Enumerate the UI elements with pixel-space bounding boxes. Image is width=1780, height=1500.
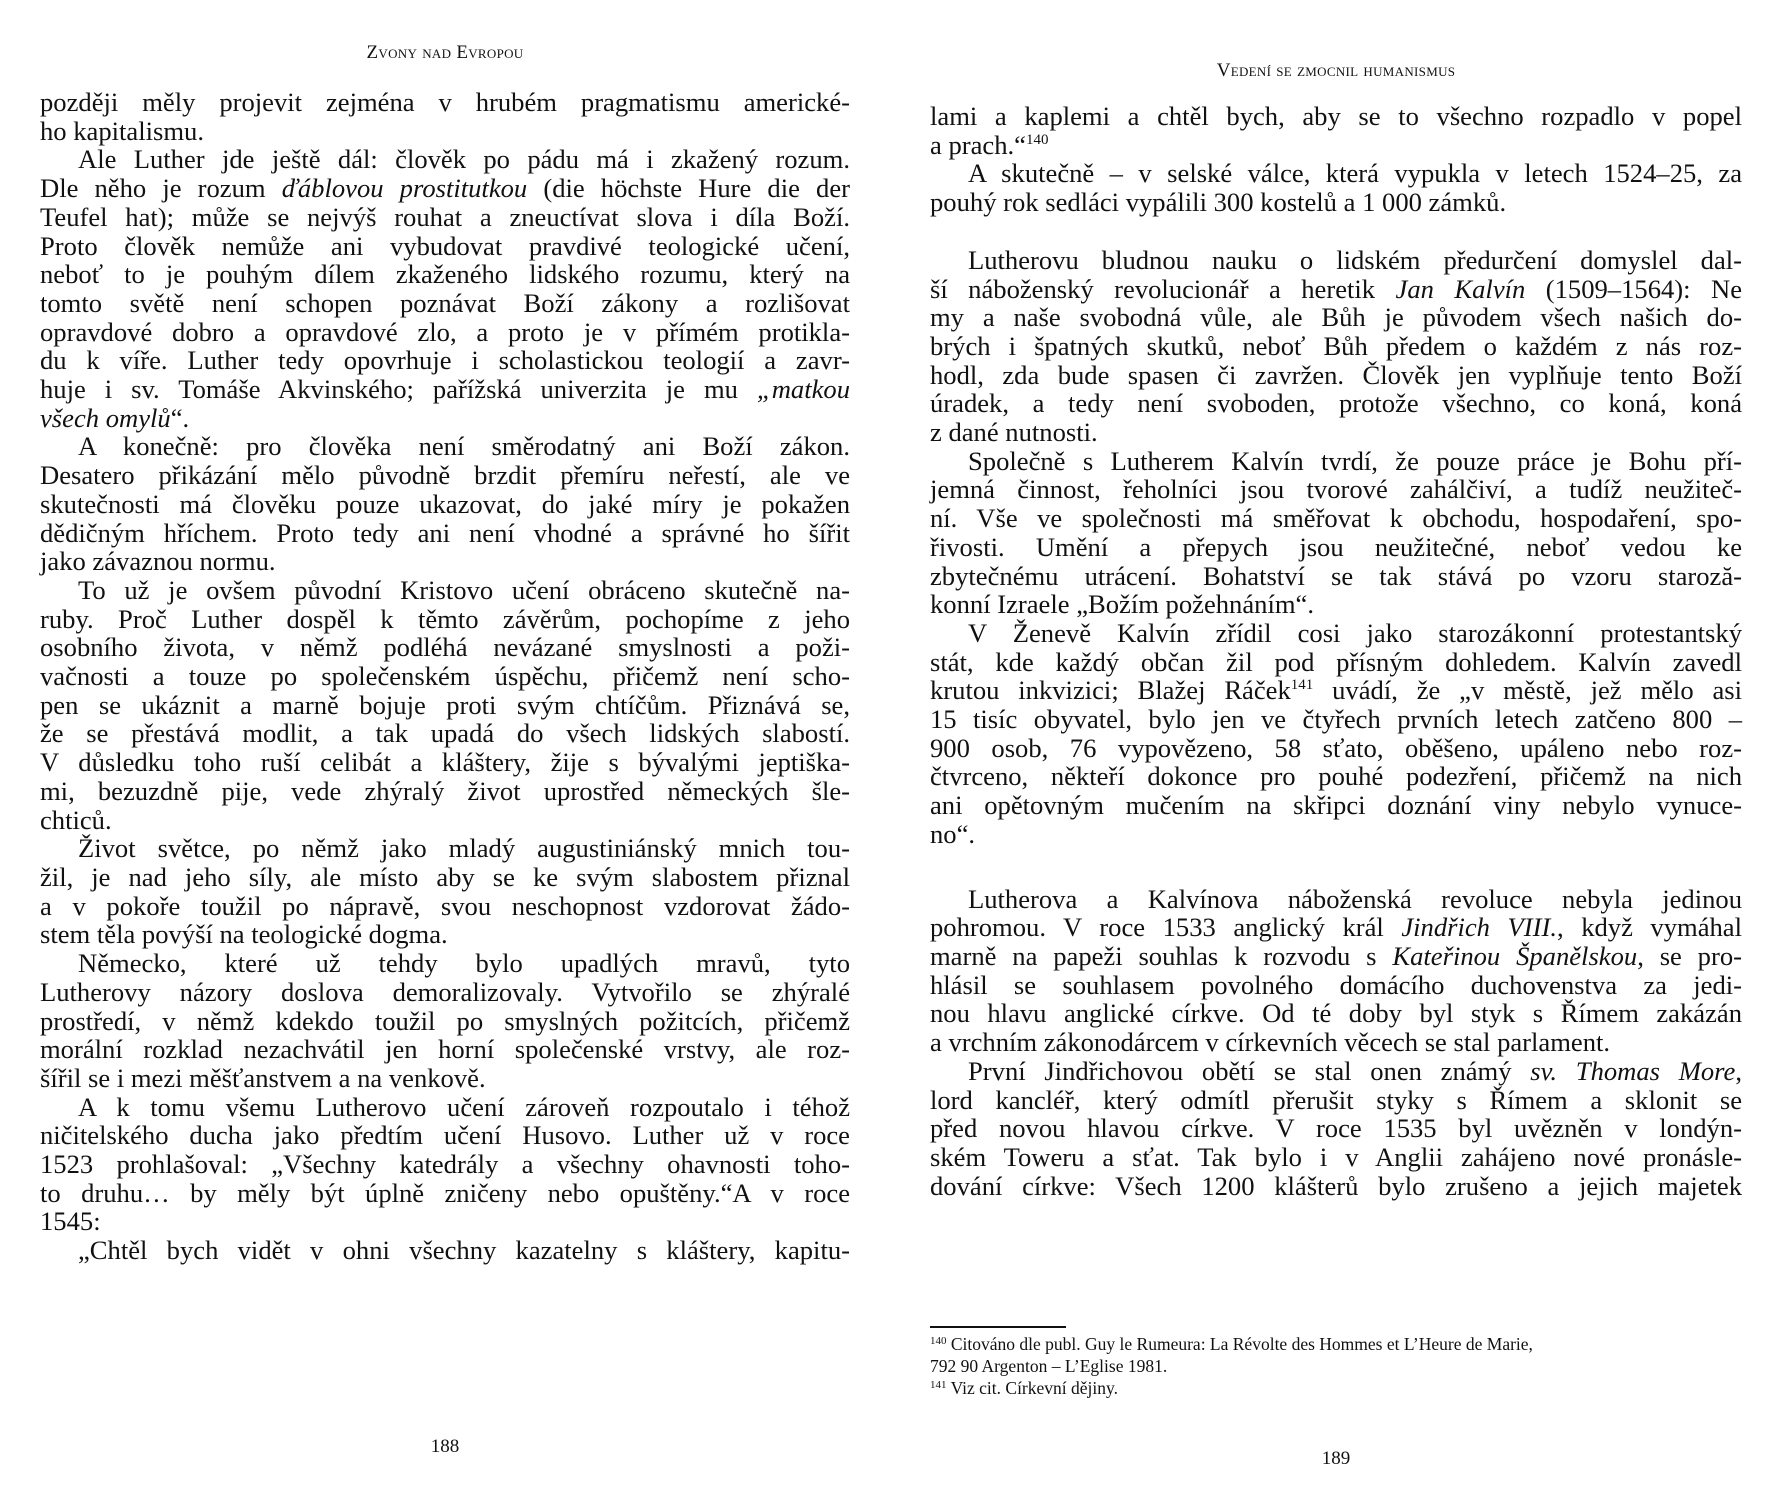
paragraph [930,619,1742,849]
paragraph [40,432,850,576]
text-span: (die höchste Hure die der [527,173,850,204]
paragraph [930,1057,1742,1201]
paragraph [40,1236,850,1265]
running-head: Zvony nad Evropou [366,42,524,63]
text-line: To už je ovšem původní Kristovo učení obráceno skutečně na- [78,574,850,605]
paragraph [40,145,850,432]
text-line [930,1057,1742,1086]
paragraph [40,949,850,1093]
text-line: chticů. [40,804,112,835]
text-line: konní Izraele „Božím požehnáním“. [930,589,1314,620]
text-line: ní. Vše ve společnosti má směřovat k obchodu, hospodaření, spo- [930,503,1742,534]
footnote-number: 140 [930,1335,947,1347]
text-line: ském Toweru a sťat. Tak bylo i v Anglii zahájeno nové pronásle- [930,1141,1742,1172]
text-line [930,676,1742,705]
text-line: lami a kaplemi a chtěl bych, aby se to všechno rozpadlo v popel [930,101,1742,131]
text-line: a v pokoře toužil po nápravě, svou neschopnost vzdorovat žádo- [40,890,850,921]
text-line: jako závaznou normu. [40,546,276,577]
text-line: mi, bezuzdně pije, vede zhýralý život uprostřed německých šle- [40,775,850,806]
text-line: žil, je nad jeho síly, ale místo aby se ke svým slabostem přiznal [40,861,850,892]
text-span: uvádí, že „v městě, jež mělo asi [1313,675,1742,706]
text-line: 1545: [40,1206,101,1237]
text-span: (1509–1564): Ne [1525,273,1742,304]
text-line: Německo, které už tehdy bylo upadlých mravů, tyto [78,948,850,979]
paragraph [40,576,850,834]
text-line: morální rozklad nezachvátil jen horní společenské vrstvy, ale roz- [40,1034,850,1065]
text-line: Lutherovu bludnou nauku o lidském předurčení domyslel dal- [968,244,1742,275]
text-span: “. [170,402,190,433]
text-span: První Jindřichovou obětí se stal onen známý [968,1055,1531,1086]
text-line: Život světce, po němž jako mladý augustiniánský mnich tou- [78,833,850,864]
text-line [930,275,1742,304]
text-line: A skutečně – v selské válce, která vypukla v letech 1524–25, za [968,158,1742,189]
text-line: ničitelského ducha jako předtím učení Husovo. Luther už v roce [40,1120,850,1151]
text-line: čtvrceno, někteří dokonce pro pouhé podezření, přičemž na nich [930,761,1742,792]
text-line: lord kancléř, který odmítl přerušit styky s Římem a sklonit se [930,1084,1742,1115]
text-line: du k víře. Luther tedy opovrhuje i scholastickou teologií a zavr- [40,345,850,376]
text-line: hlásil se souhlasem povolného domácího duchovenstva za jedi- [930,969,1742,1000]
text-line: A k tomu všemu Lutherovo učení zároveň rozpoutalo i téhož [78,1091,850,1122]
italic-phrase: Jan Kalvín [1395,273,1526,304]
body-text [40,88,850,1265]
text-line: Společně s Lutherem Kalvín tvrdí, že pouze práce je Bohu pří- [968,445,1742,476]
text-line [930,942,1742,971]
text-line: z dané nutnosti. [930,417,1098,448]
text-line: no“. [930,818,976,849]
text-line: zbytečnému utrácení. Bohatství se tak stává po vzoru staroză- [930,560,1742,591]
text-line: my a naše svobodná vůle, ale Bůh je původem všech našich do- [930,302,1742,333]
text-line: pen se ukáznit a marně bojuje proti svým chtíčům. Přiznává se, [40,689,850,720]
footnote-number: 141 [930,1379,947,1391]
paragraph [930,885,1742,1057]
text-span: , [1735,1055,1742,1086]
text-line: stát, kde každý občan žil pod přísným dohledem. Kalvín zavedl [930,646,1742,677]
text-line: 1523 prohlašoval: „Všechny katedrály a všechny ohavnosti toho- [40,1149,850,1180]
italic-phrase: sv. Thomas More [1530,1055,1736,1086]
text-line: ani opětovným mučením na skřipci doznání viny nebylo vynuce- [930,790,1742,821]
footnote-text: Citováno dle publ. Guy le Rumeura: La Révolte des Hommes et L’Heure de Marie, [950,1334,1533,1354]
text-line: vačnosti a touze po společenském úspěchu, přičemž není scho- [40,661,850,692]
text-span: krutou inkvizici; Blažej Ráček [930,675,1291,706]
paragraph [40,834,850,949]
left-page [40,0,850,1500]
text-line: a vrchním zákonodárcem v církevních věcech se stal parlament. [930,1027,1611,1058]
text-line: Teufel hat); může se nejvýš rouhat a zneuctívat slova i díla Boží. [40,201,850,232]
italic-phrase: Kateřinou Španělskou [1392,940,1638,971]
text-line: V Ženevě Kalvín zřídil cosi jako starozákonní protestantský [968,617,1742,648]
text-line: 15 tisíc obyvatel, bylo jen ve čtyřech prvních letech zatčeno 800 – [930,704,1742,735]
footnote-divider [930,1326,1066,1328]
paragraph [930,159,1742,216]
text-line: brých i špatných skutků, neboť Bůh předem o každém z nás roz- [930,330,1742,361]
text-line: „Chtěl bych vidět v ohni všechny kazatelny s kláštery, kapitu- [78,1235,850,1266]
footnote-140 [930,1333,1742,1377]
italic-phrase: „matkou [756,374,850,405]
text-span: , když vymáhal [1557,912,1743,943]
paragraph [930,246,1742,447]
text-span: huje i sv. Tomáše Akvinského; pařížská univerzita je mu [40,374,757,405]
text-line: neboť to je pouhým dílem zkaženého lidského rozumu, který na [40,259,850,290]
footnote-ref-140[interactable]: 140 [1025,131,1049,148]
text-line: nou hlavu anglické církve. Od té doby byl styk s Římem zakázán [930,998,1742,1029]
text-line: Desatero přikázání mělo původně brzdit přemíru neřestí, ale ve [40,460,850,491]
text-line: Lutherovy názory doslova demoralizovaly. Vytvořilo se zhýralé [40,976,850,1007]
text-line: úradek, a tedy není svoboden, protože všechno, co koná, koná [930,388,1742,419]
text-line: osobního života, v němž podléhá nevázané smyslnosti a poži- [40,632,850,663]
text-line: ruby. Proč Luther dospěl k těmto závěrům, pochopíme z jeho [40,603,850,634]
text-line: před novou hlavou církve. V roce 1535 byl uvězněn v londýn- [930,1113,1742,1144]
text-line: později měly projevit zejména v hrubém pragmatismu americké- [40,87,850,117]
text-line: V důsledku toho ruší celibát a kláštery, žije s bývalými jeptiška- [40,747,850,778]
footnotes [930,1333,1742,1399]
italic-phrase: Jindřich VIII. [1401,912,1557,943]
paragraph [40,88,850,145]
text-line [930,131,1742,160]
text-line: opravdové dobro a opravdové zlo, a proto je v přímém protikla- [40,316,850,347]
text-span: , se pro- [1637,940,1742,971]
text-span: a prach.“ [930,129,1026,160]
footnote-ref-141[interactable]: 141 [1290,677,1314,694]
footnote-text: 792 90 Argenton – L’Eglise 1981. [930,1356,1168,1376]
italic-phrase: ďáblovou prostitutkou [281,173,528,204]
text-line: tomto světě není schopen poznávat Boží zákony a rozlišovat [40,287,850,318]
text-line: že se přestává modlit, a tak upadá do všech lidských slabostí. [40,718,850,749]
italic-phrase: všech omylů [40,402,171,433]
text-line: skutečnosti má člověku pouze ukazovat, do jaké míry je pokažen [40,488,850,519]
text-line: pouhý rok sedláci vypálili 300 kostelů a 1 000 zámků. [930,187,1507,218]
text-span: Dle něho je rozum [40,173,282,204]
footnote-text: Viz cit. Církevní dějiny. [950,1378,1118,1398]
text-line: ho kapitalismu. [40,115,204,146]
text-line: jemná činnost, řeholníci jsou tvorové zahálčiví, a tudíž neužiteč- [930,474,1742,505]
right-page [930,0,1742,1500]
text-line: Ale Luther jde ještě dál: člověk po pádu má i zkažený rozum. [78,144,850,175]
text-line: řivosti. Umění a přepych jsou neužitečné, neboť vedou ke [930,531,1742,562]
text-line: stem těla povýší na teologické dogma. [40,919,448,950]
text-line: Proto člověk nemůže ani vybudovat pravdivé teologické učení, [40,230,850,261]
text-line [40,375,850,404]
paragraph [40,1093,850,1237]
text-line [40,404,850,433]
text-span: marně na papeži souhlas k rozvodu s [930,940,1393,971]
text-line: 900 osob, 76 vypovězeno, 58 sťato, oběšeno, upáleno nebo roz- [930,732,1742,763]
text-line: šířil se i mezi měšťanstvem a na venkově. [40,1062,486,1093]
paragraph [930,102,1742,159]
text-line: hodl, zda bude spasen či zavržen. Člověk jen vyplňuje tento Boží [930,359,1742,390]
text-span: pohromou. V roce 1533 anglický král [930,912,1402,943]
text-span: ší náboženský revolucionář a heretik [930,273,1396,304]
text-line: A konečně: pro člověka není směrodatný ani Boží zákon. [78,431,850,462]
paragraph [930,447,1742,619]
text-line: Lutherova a Kalvínova náboženská revoluce nebyla jedinou [968,883,1742,914]
running-head: Vedení se zmocnil humanismus [1216,60,1456,81]
body-text [930,102,1742,1200]
text-line [930,913,1742,942]
text-line: to druhu… by měly být úplně zničeny nebo opuštěny.“A v roce [40,1177,850,1208]
text-line [40,174,850,203]
text-line: dědičným hříchem. Proto tedy ani není vhodné a správné ho šířit [40,517,850,548]
footnote-141 [930,1377,1742,1399]
text-line: prostředí, v němž kdekdo toužil po smyslných požitcích, přičemž [40,1005,850,1036]
page-number: 188 [430,1436,460,1457]
text-line: dování církve: Všech 1200 klášterů bylo zrušeno a jejich majetek [930,1170,1742,1201]
page-number: 189 [1321,1448,1351,1469]
